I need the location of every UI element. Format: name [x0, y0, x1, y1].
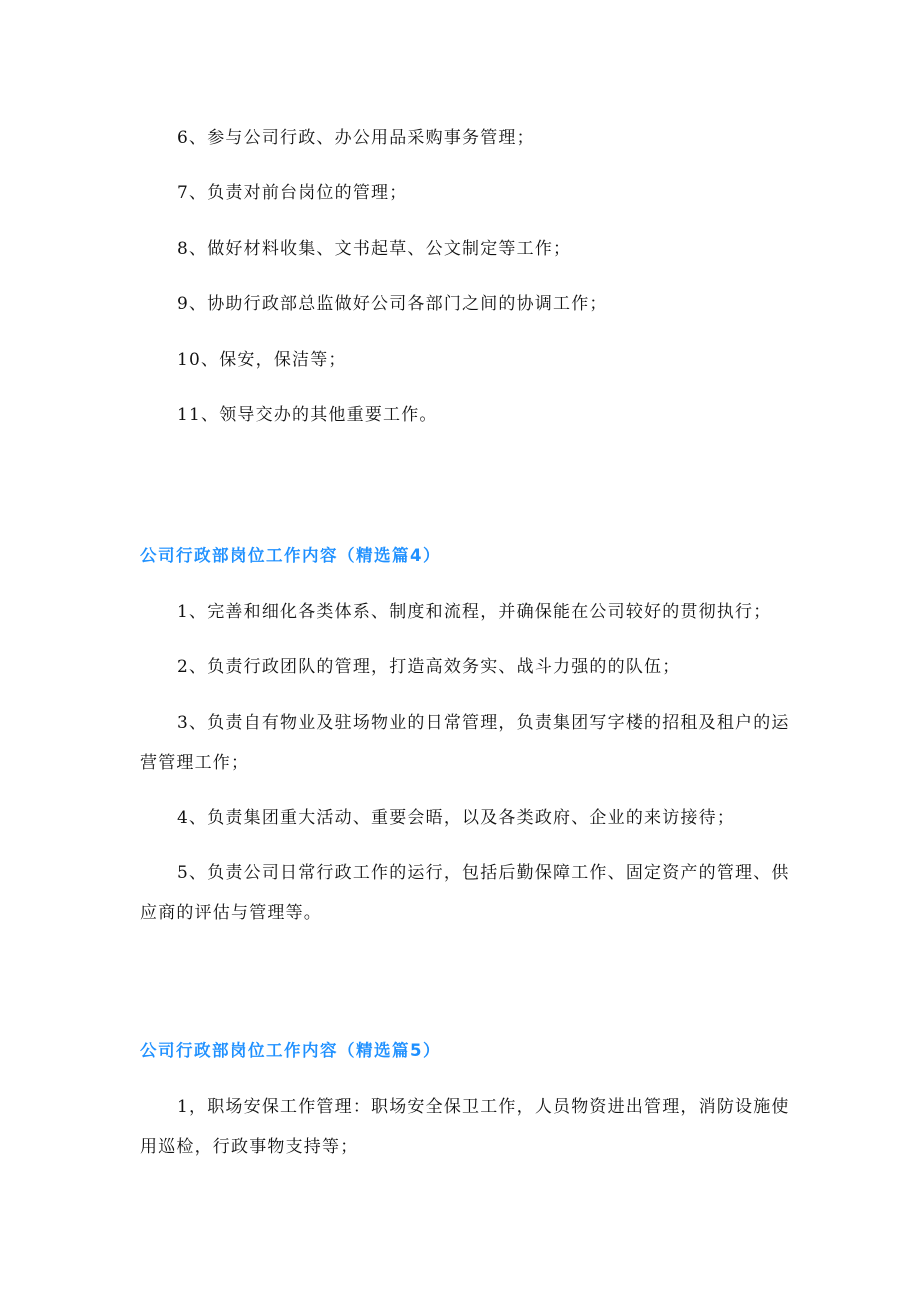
list-item: 10、保安，保洁等； — [177, 350, 347, 370]
section-heading: 公司行政部岗位工作内容（精选篇5） — [140, 1041, 441, 1060]
list-item: 7、负责对前台岗位的管理； — [177, 183, 408, 203]
list-item: 1、完善和细化各类体系、制度和流程，并确保能在公司较好的贯彻执行； — [177, 602, 772, 622]
list-item: 2、负责行政团队的管理，打造高效务实、战斗力强的的队伍； — [177, 657, 681, 677]
list-item: 5、负责公司日常行政工作的运行，包括后勤保障工作、固定资产的管理、供应商的评估与管理等。 — [140, 863, 790, 923]
list-item: 6、参与公司行政、办公用品采购事务管理； — [177, 128, 535, 148]
list-item: 8、做好材料收集、文书起草、公文制定等工作； — [177, 239, 572, 259]
list-item: 4、负责集团重大活动、重要会晤，以及各类政府、企业的来访接待； — [177, 808, 736, 828]
list-item: 9、协助行政部总监做好公司各部门之间的协调工作； — [177, 294, 608, 314]
section-heading: 公司行政部岗位工作内容（精选篇4） — [140, 546, 441, 565]
list-item: 11、领导交办的其他重要工作。 — [177, 405, 438, 425]
list-item: 3、负责自有物业及驻场物业的日常管理，负责集团写字楼的招租及租户的运营管理工作； — [140, 713, 790, 773]
list-item: 1，职场安保工作管理：职场安全保卫工作，人员物资进出管理，消防设施使用巡检，行政事物支持等； — [140, 1097, 790, 1157]
